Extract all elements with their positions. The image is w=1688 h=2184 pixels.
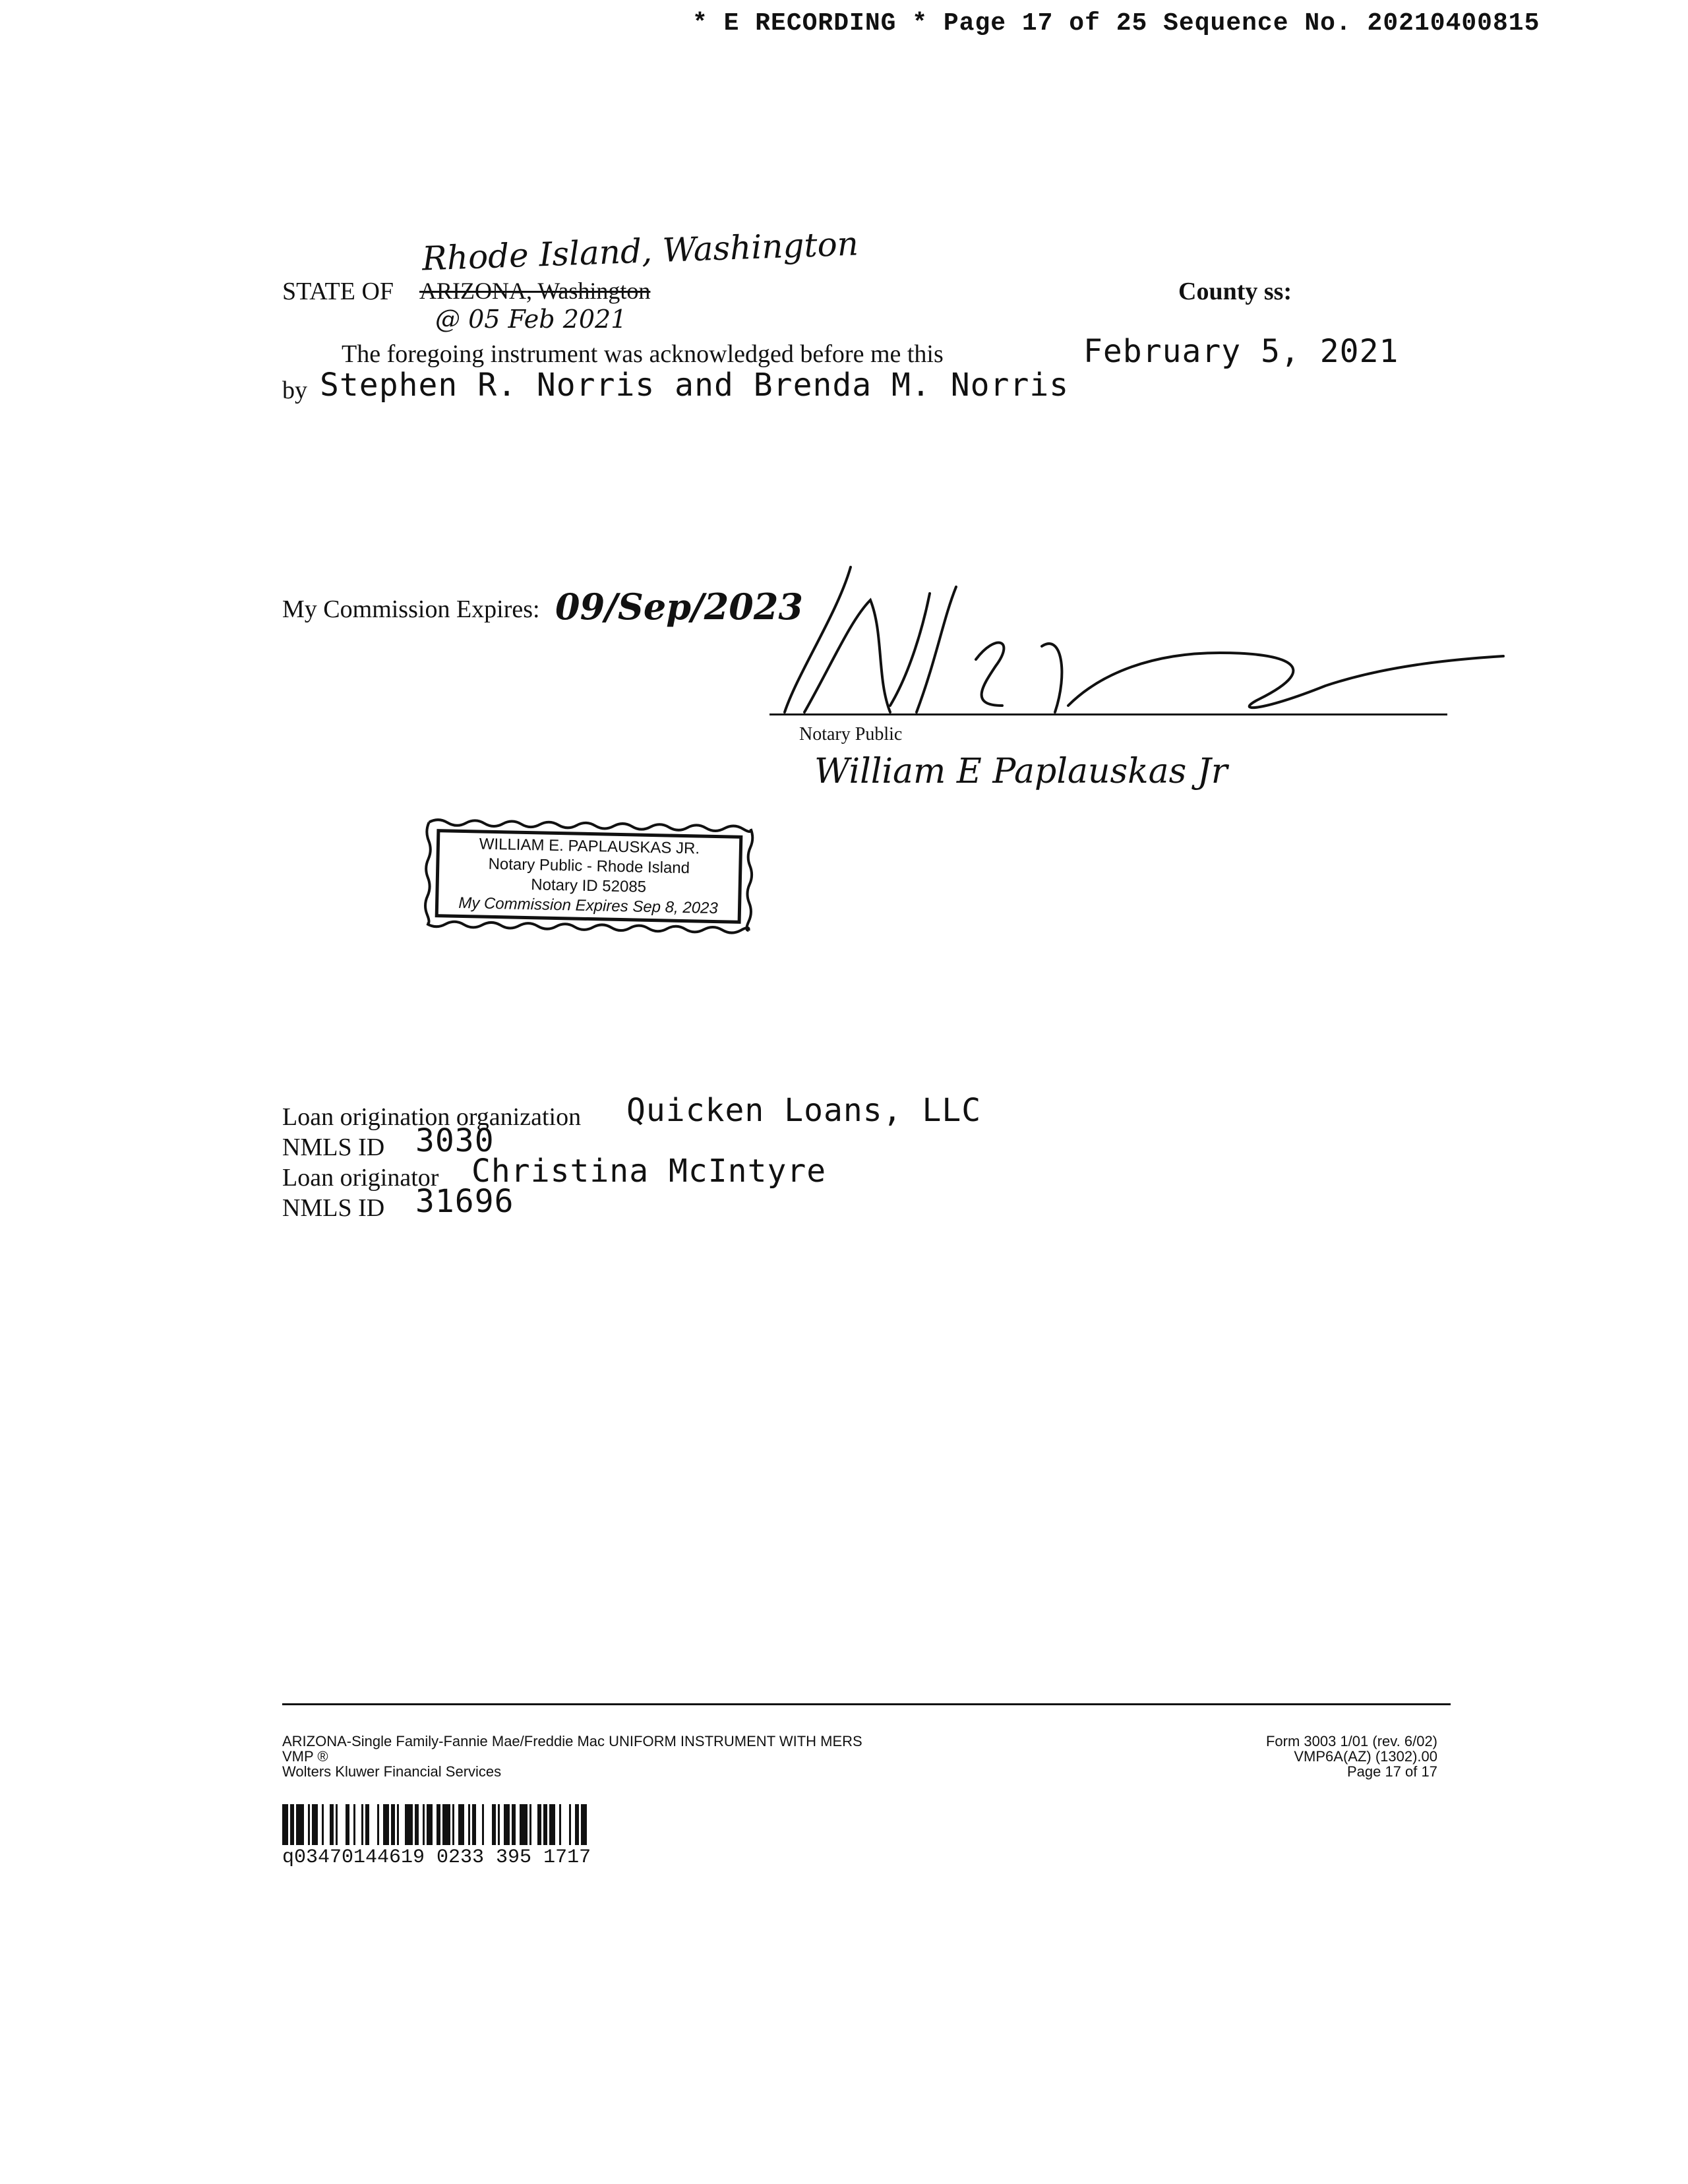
stamp-name: WILLIAM E. PAPLAUSKAS JR. xyxy=(479,835,700,858)
barcode-bar xyxy=(472,1804,476,1845)
barcode-bar xyxy=(427,1804,433,1845)
barcode-bar xyxy=(330,1804,334,1845)
barcode-bar xyxy=(575,1804,579,1845)
originator-nmls-label: NMLS ID xyxy=(282,1194,385,1222)
barcode-bar xyxy=(452,1804,454,1845)
acknowledgment-date: February 5, 2021 xyxy=(1083,333,1399,370)
state-handwritten: Rhode Island, Washington xyxy=(421,224,859,278)
barcode-bar xyxy=(468,1804,470,1845)
barcode-bar xyxy=(391,1804,395,1845)
barcode-bar xyxy=(336,1804,338,1845)
barcode-bar xyxy=(581,1804,587,1845)
barcode-bar xyxy=(482,1804,484,1845)
barcode-bar xyxy=(437,1804,440,1845)
barcode-bar xyxy=(353,1804,355,1845)
barcode-bar xyxy=(377,1804,379,1845)
footer-form-number: Form 3003 1/01 (rev. 6/02) xyxy=(1265,1733,1437,1749)
barcode-bar xyxy=(442,1804,450,1845)
originator-nmls-value: 31696 xyxy=(415,1183,514,1220)
barcode-bar xyxy=(282,1804,288,1845)
barcode-bar xyxy=(383,1804,389,1845)
barcode-bar xyxy=(498,1804,500,1845)
notary-public-label: Notary Public xyxy=(799,724,903,744)
loan-org-value: Quicken Loans, LLC xyxy=(626,1092,982,1129)
barcode-bar xyxy=(458,1804,464,1845)
barcode-bar xyxy=(569,1804,571,1845)
barcode-bar xyxy=(492,1804,496,1845)
barcode-bar xyxy=(543,1804,547,1845)
commission-handwritten: 09/Sep/2023 xyxy=(555,586,803,628)
loan-originator-value: Christina McIntyre xyxy=(471,1153,827,1190)
notary-stamp xyxy=(423,817,754,936)
county-label: County ss: xyxy=(1178,278,1292,305)
instrument-text: The foregoing instrument was acknowledged before me this xyxy=(342,340,944,368)
footer-publisher: Wolters Kluwer Financial Services xyxy=(282,1763,502,1780)
barcode-bar xyxy=(529,1804,531,1845)
state-struck-text: ARIZONA, Washington xyxy=(419,278,651,304)
stamp-notary-id: Notary ID 52085 xyxy=(531,876,647,896)
barcode-bar xyxy=(308,1804,310,1845)
barcode-bar xyxy=(397,1804,399,1845)
org-nmls-value: 3030 xyxy=(415,1122,495,1159)
stamp-expiration: My Commission Expires Sep 8, 2023 xyxy=(458,894,719,918)
footer-vmp: VMP ® xyxy=(282,1748,328,1765)
notary-handwritten-name: William E Paplauskas Jr xyxy=(814,752,1228,791)
barcode-bar xyxy=(549,1804,555,1845)
barcode-text: q03470144619 0233 395 1717 xyxy=(282,1846,591,1869)
commission-label: My Commission Expires: xyxy=(282,595,540,623)
footer-form-title: ARIZONA-Single Family-Fannie Mae/Freddie Mac UNIFORM INSTRUMENT WITH MERS xyxy=(282,1733,862,1749)
signer-names: Stephen R. Norris and Brenda M. Norris xyxy=(320,367,1070,404)
notary-signature xyxy=(758,554,1517,725)
barcode-bar xyxy=(296,1804,304,1845)
state-label: STATE OF xyxy=(282,278,394,305)
barcode-bar xyxy=(423,1804,425,1845)
loan-org-label: Loan origination organization xyxy=(282,1103,582,1131)
barcode-bar xyxy=(520,1804,528,1845)
date-handwritten: @ 05 Feb 2021 xyxy=(435,305,627,334)
barcode-bar xyxy=(537,1804,541,1845)
loan-originator-label: Loan originator xyxy=(282,1164,439,1192)
barcode-bar xyxy=(512,1804,516,1845)
barcode-bar xyxy=(322,1804,324,1845)
barcode-bar xyxy=(365,1804,369,1845)
barcode xyxy=(282,1804,737,1845)
footer-page-number: Page 17 of 17 xyxy=(1346,1763,1437,1780)
org-nmls-label: NMLS ID xyxy=(282,1134,385,1161)
by-label: by xyxy=(282,377,307,404)
footer-rule xyxy=(282,1703,1451,1705)
notary-signature-line xyxy=(769,713,1447,715)
barcode-bar xyxy=(559,1804,561,1845)
barcode-bar xyxy=(504,1804,510,1845)
barcode-bar xyxy=(415,1804,419,1845)
stamp-title: Notary Public - Rhode Island xyxy=(488,855,690,878)
barcode-bar xyxy=(361,1804,363,1845)
barcode-bar xyxy=(405,1804,413,1845)
barcode-bar xyxy=(346,1804,349,1845)
barcode-bar xyxy=(312,1804,318,1845)
recording-header: * E RECORDING * Page 17 of 25 Sequence No. 20210400815 xyxy=(692,9,1540,38)
footer-vmp-code: VMP6A(AZ) (1302).00 xyxy=(1294,1748,1437,1765)
barcode-bar xyxy=(290,1804,294,1845)
